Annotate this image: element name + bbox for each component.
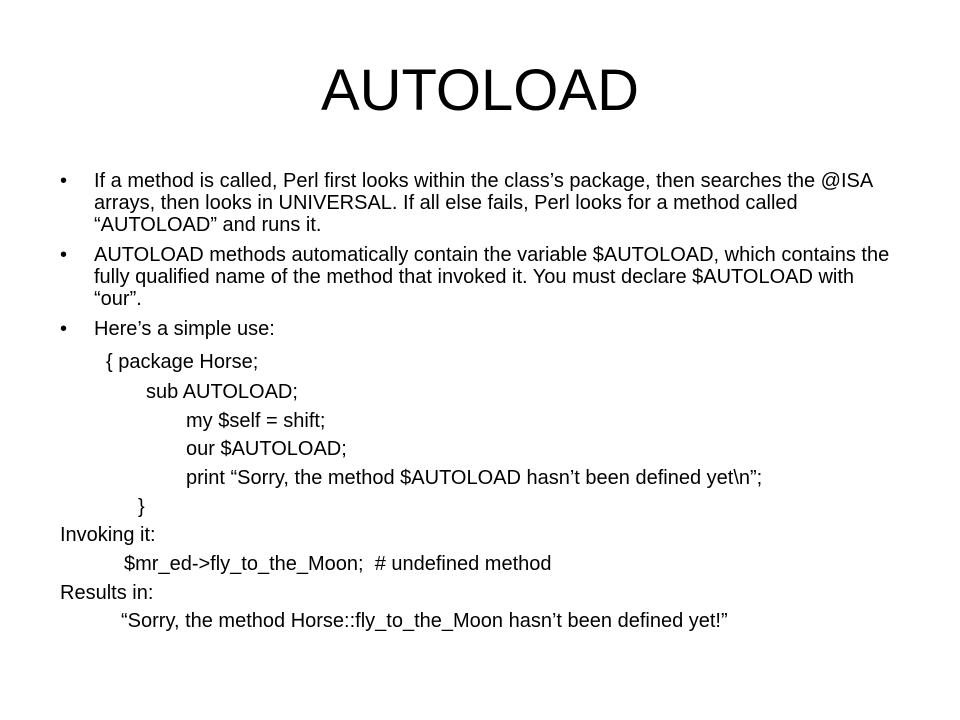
results-label: Results in: [60, 582, 154, 604]
code-line: our $AUTOLOAD; [186, 438, 347, 460]
slide-title: AUTOLOAD [320, 58, 639, 123]
results-text: “Sorry, the method Horse::fly_to_the_Moon hasn’t been defined yet!” [121, 610, 728, 632]
code-line: my $self = shift; [186, 410, 326, 432]
invoking-code: $mr_ed->fly_to_the_Moon; # undefined method [124, 553, 552, 575]
bullet-text: Here’s a simple use: [94, 318, 275, 340]
bullet-dot-icon: • [60, 244, 68, 266]
bullet-dot-icon: • [60, 318, 68, 340]
bullet-text: AUTOLOAD methods automatically contain the variable $AUTOLOAD, which contains the fully qualified name of the method that invoked it. You must declare $AUTOLOAD with “our”. [94, 244, 890, 310]
bullet-item [60, 318, 900, 340]
bullet-list [60, 170, 900, 348]
invoking-label: Invoking it: [60, 524, 156, 546]
code-line: { package Horse; [106, 351, 259, 373]
bullet-item [60, 244, 900, 310]
bullet-text: If a method is called, Perl first looks within the class’s package, then searches the @ISA arrays, then looks in UNIVERSAL. If all else fails, Perl looks for a method called “AUTOLOAD” and runs it. [94, 170, 873, 236]
bullet-dot-icon: • [60, 170, 68, 192]
bullet-item [60, 170, 900, 236]
code-line: sub AUTOLOAD; [146, 381, 298, 403]
code-line: print “Sorry, the method $AUTOLOAD hasn’t been defined yet\n”; [186, 467, 763, 489]
code-line: } [138, 496, 145, 518]
